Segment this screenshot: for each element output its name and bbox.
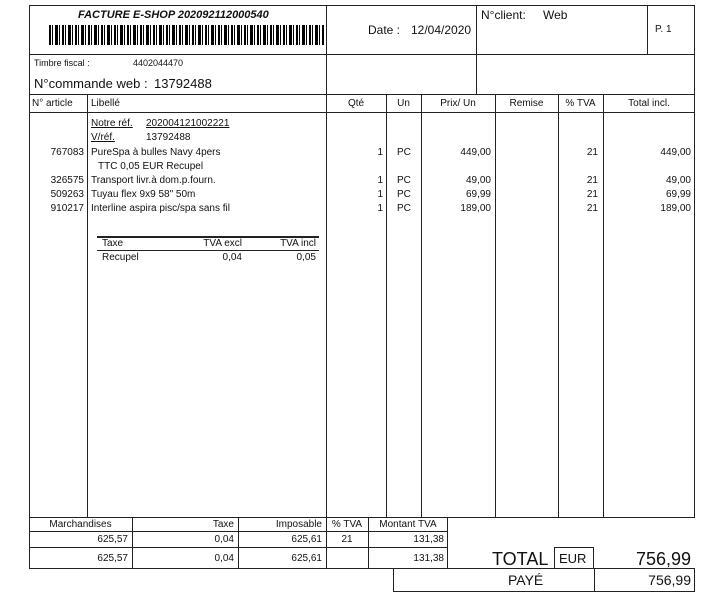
line-total: 69,99 [665,189,691,200]
summary-r1-imposable: 625,61 [291,534,322,545]
col-header-total: Total incl. [628,98,670,109]
line-prix: 189,00 [460,203,491,214]
col-header-remise: Remise [509,98,544,109]
line-libelle: Transport livr.à dom.p.fourn. [91,175,216,186]
summary-r2-montant: 131,38 [413,553,444,564]
line-libelle: PureSpa à bulles Navy 4pers [91,147,221,158]
col-header-tva: % TVA [565,98,596,109]
line-libelle: Tuyau flex 9x9 58" 50m [91,189,196,200]
col-divider [386,94,387,518]
line-libelle: Interline aspira pisc/spa sans fil [91,203,230,214]
summary-header-marchandises: Marchandises [49,519,112,530]
col-header-libelle: Libellé [91,98,120,109]
total-value: 756,99 [635,549,691,569]
line-un: PC [397,203,411,214]
col-header-qte: Qté [347,98,365,109]
tax-header-taxe: Taxe [102,238,124,249]
invoice-title: FACTURE E-SHOP 202092112000540 [78,9,269,21]
total-currency: EUR [559,551,587,566]
notre-ref-label: Notre réf. [91,118,133,129]
client-label: N°client: [481,8,526,22]
line-prix: 449,00 [460,147,491,158]
line-prix: 69,99 [465,189,491,200]
line-article: 326575 [50,175,84,186]
line-un: PC [397,175,411,186]
tax-table-divider [97,250,319,251]
line-article: 509263 [50,189,84,200]
paid-label: PAYÉ [508,572,544,588]
votre-ref-value: 13792488 [146,132,191,143]
timbre-value: 4402044470 [133,58,184,68]
line-un: PC [397,147,411,158]
summary-header-imposable: Imposable [275,519,322,530]
summary-r2-marchandises: 625,57 [97,553,128,564]
date-label: Date : [368,23,401,37]
summary-r2-taxe: 0,04 [214,553,234,564]
line-tva: 21 [586,175,598,186]
line-qte: 1 [377,175,383,186]
commande-label: N°commande web : [34,76,148,91]
line-total: 449,00 [660,147,691,158]
line-article: 910217 [50,203,84,214]
col-header-prix: Prix/ Un [440,98,476,109]
line-qte: 1 [377,203,383,214]
timbre-label: Timbre fiscal : [34,58,90,68]
line-qte: 1 [377,189,383,200]
divider [647,5,648,55]
summary-r1-montant: 131,38 [413,534,444,545]
line-qte: 1 [377,147,383,158]
col-header-article: N° article [32,98,73,109]
summary-r1-marchandises: 625,57 [97,534,128,545]
line-prix: 49,00 [465,175,491,186]
items-header-divider [29,112,695,113]
col-header-un: Un [397,98,410,109]
notre-ref-value: 202004121002221 [146,118,230,129]
page-number: P. 1 [655,24,672,35]
tax-row-incl: 0,05 [296,252,316,263]
line-article: 767083 [50,147,84,158]
commande-value: 13792488 [154,76,212,91]
tax-header-incl: TVA incl [280,238,316,249]
line-total: 189,00 [660,203,691,214]
total-label: TOTAL [492,549,549,569]
line-un: PC [397,189,411,200]
col-divider [87,94,88,518]
votre-ref-label: V/réf. [91,132,115,143]
barcode [49,25,324,45]
summary-r1-taxe: 0,04 [214,534,234,545]
line-total: 49,00 [665,175,691,186]
client-value: Web [543,8,568,22]
line-tva: 21 [586,147,598,158]
paid-value: 756,99 [648,572,691,588]
tax-row-excl: 0,04 [222,252,242,263]
line-tva: 21 [586,189,598,200]
line-libelle: TTC 0,05 EUR Recupel [98,161,204,172]
date-value: 12/04/2020 [411,23,472,37]
summary-r2-imposable: 625,61 [291,553,322,564]
tax-header-excl: TVA excl [203,238,242,249]
summary-header-montant: Montant TVA [379,519,437,530]
summary-header-tva: % TVA [331,519,363,530]
summary-r1-tva: 21 [341,534,353,545]
paid-divider [594,568,595,592]
col-divider [495,94,496,518]
tax-row-name: Recupel [102,252,139,263]
summary-header-taxe: Taxe [212,519,234,530]
line-tva: 21 [586,203,598,214]
